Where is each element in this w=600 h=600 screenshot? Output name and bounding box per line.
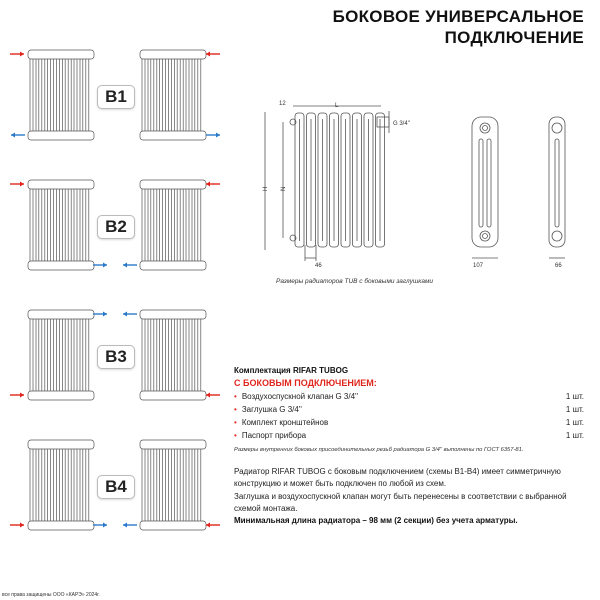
kit-note: Размеры внутренних боковых присоединительных резьб радиатора G 3/4'' выполнены по ГОСТ 6357-81. bbox=[234, 447, 524, 453]
kit-item-qty: 1 шт. bbox=[565, 431, 584, 440]
description-p2: Заглушка и воздухоспускной клапан могут быть перенесены в соответствии с выбранной схемой монтажа. bbox=[234, 491, 567, 513]
kit-item-qty: 1 шт. bbox=[565, 418, 584, 427]
supply-arrow-icon bbox=[206, 523, 220, 528]
dim-12: 12 bbox=[279, 101, 286, 107]
kit-item-name: Заглушка G 3/4'' bbox=[241, 405, 302, 414]
kit-subtitle: С БОКОВЫМ ПОДКЛЮЧЕНИЕМ: bbox=[234, 378, 377, 388]
scheme-label: B4 bbox=[97, 475, 135, 499]
return-arrow-icon bbox=[93, 523, 107, 528]
radiator-icon bbox=[140, 50, 206, 140]
supply-arrow-icon bbox=[206, 52, 220, 57]
dim-107: 107 bbox=[473, 263, 484, 269]
kit-item-name: Воздухоспускной клапан G 3/4'' bbox=[241, 392, 359, 401]
radiator-icon bbox=[28, 310, 94, 400]
description bbox=[234, 466, 586, 527]
radiator-icon bbox=[140, 180, 206, 270]
scheme-label: B1 bbox=[97, 85, 135, 109]
radiator-icon bbox=[140, 440, 206, 530]
return-arrow-icon bbox=[123, 312, 137, 317]
supply-arrow-icon bbox=[10, 523, 24, 528]
drawing-caption: Размеры радиаторов TUB с боковыми заглушками bbox=[276, 278, 434, 285]
supply-arrow-icon bbox=[10, 393, 24, 398]
kit-item-name: Комплект кронштейнов bbox=[241, 418, 329, 427]
dim-46: 46 bbox=[315, 263, 322, 269]
radiator-icon bbox=[28, 440, 94, 530]
kit-item-qty: 1 шт. bbox=[565, 392, 584, 401]
supply-arrow-icon bbox=[206, 393, 220, 398]
page-title: БОКОВОЕ УНИВЕРСАЛЬНОЕ ПОДКЛЮЧЕНИЕ bbox=[332, 7, 584, 47]
kit-item bbox=[234, 418, 584, 427]
return-arrow-icon bbox=[93, 312, 107, 317]
return-arrow-icon bbox=[123, 263, 137, 268]
dimension-drawing bbox=[255, 95, 600, 275]
kit-section bbox=[234, 366, 584, 453]
description-p3: Минимальная длина радиатора – 98 мм (2 секции) без учета арматуры. bbox=[234, 516, 518, 526]
return-arrow-icon bbox=[93, 263, 107, 268]
radiator-icon bbox=[28, 50, 94, 140]
description-p1: Радиатор RIFAR TUBOG с боковым подключением (схемы B1-B4) имеет симметричную конструкцию и может быть подключен по любой из схем. bbox=[234, 467, 561, 489]
scheme-label: B2 bbox=[97, 215, 135, 239]
radiator-icon bbox=[140, 310, 206, 400]
copyright: все права защищены ООО «КАРЭ» 2024г. bbox=[2, 592, 100, 598]
kit-item bbox=[234, 431, 584, 440]
supply-arrow-icon bbox=[10, 182, 24, 187]
dim-H: H bbox=[263, 186, 269, 191]
return-arrow-icon bbox=[123, 523, 137, 528]
supply-arrow-icon bbox=[206, 182, 220, 187]
kit-item-qty: 1 шт. bbox=[565, 405, 584, 414]
dim-66: 66 bbox=[555, 263, 562, 269]
supply-arrow-icon bbox=[10, 52, 24, 57]
bullet-icon: • bbox=[234, 418, 237, 427]
scheme-label: B3 bbox=[97, 345, 135, 369]
bullet-icon: • bbox=[234, 405, 237, 414]
dim-N: N bbox=[281, 186, 287, 191]
bullet-icon: • bbox=[234, 431, 237, 440]
bullet-icon: • bbox=[234, 392, 237, 401]
kit-item bbox=[234, 392, 584, 401]
return-arrow-icon bbox=[206, 133, 220, 138]
return-arrow-icon bbox=[11, 133, 25, 138]
kit-title: Комплектация RIFAR TUBOG bbox=[234, 366, 349, 375]
radiator-icon bbox=[28, 180, 94, 270]
kit-item-name: Паспорт прибора bbox=[241, 431, 307, 440]
thread-label: G 3/4'' bbox=[393, 121, 410, 127]
kit-item bbox=[234, 405, 584, 414]
dim-L: L bbox=[335, 103, 339, 109]
